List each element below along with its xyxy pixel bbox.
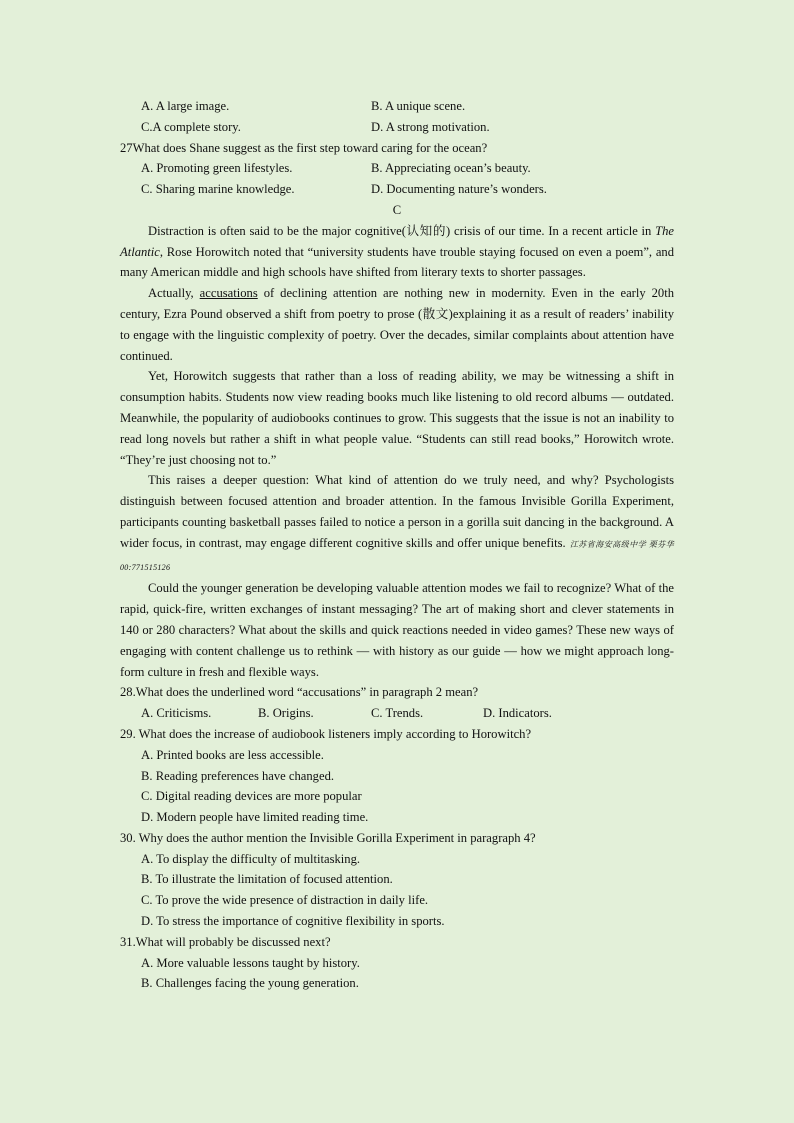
q30-option-c: C. To prove the wide presence of distraction in daily life. — [141, 893, 429, 908]
passage-paragraph-5: Could the younger generation be developing valuable attention modes we fail to recognize? What of the rapid, quick-fire, written exchanges of instant messaging? The art of making short and clever statements in 140 or 280 characters? What about the skills and quick reactions needed in video games? These new ways of engaging with content challenge us to rethink — with history as our guide — how we might approach long-form culture in fresh and flexible ways. — [120, 581, 674, 679]
q30-option-b: B. To illustrate the limitation of focused attention. — [141, 872, 393, 887]
paragraph-1-text-a: Distraction is often said to be the major cognitive(认知的) crisis of our time. In a recent article in — [148, 223, 656, 238]
passage-paragraph-1 — [120, 221, 674, 283]
passage-heading: C — [392, 202, 402, 217]
q28-option-a: A. Criticisms. — [141, 706, 212, 721]
watermark-text: 江苏省海安高级中学 栗芬华 00:771515126 — [120, 539, 674, 572]
paragraph-1-text-b: , Rose Horowitch noted that “university students have trouble staying focused on even a poem”, and many American middle and high schools have shifted from literary texts to shorter passages. — [120, 244, 674, 280]
q29-option-c: C. Digital reading devices are more popular — [141, 789, 362, 804]
paragraph-4-text: This raises a deeper question: What kind of attention do we truly need, and why? Psychologists distinguish between focused attention and broader attention. In the famous Invisible Gorilla Experiment, participants counting basketball passes failed to notice a person in a gorilla suit dancing in the background. A wider focus, in contrast, may engage different cognitive skills and offer unique benefits. — [120, 473, 674, 550]
q26-option-b: B. A unique scene. — [371, 99, 466, 113]
q28-option-b: B. Origins. — [258, 706, 314, 721]
paragraph-2-text-b: of declining attention are nothing new in modernity. Even in the early 20th century, Ezra Pound observed a shift from poetry to prose (散文)explaining it as a result of readers’ inability to engage with the linguistic complexity of poetry. Over the decades, similar complaints about attention have continued. — [120, 286, 675, 363]
paragraph-2-text-a: Actually, — [148, 286, 200, 301]
q27-option-c: C. Sharing marine knowledge. — [141, 182, 295, 197]
q26-options-row-2 — [120, 117, 674, 138]
publication-title: The Atlantic — [120, 223, 674, 259]
page-content — [120, 96, 674, 994]
q27-option-b: B. Appreciating ocean’s beauty. — [371, 161, 531, 176]
q27-option-a: A. Promoting green lifestyles. — [141, 161, 293, 176]
passage-paragraph-3: Yet, Horowitch suggests that rather than a loss of reading ability, we may be witnessing a shift in consumption habits. Students now view reading books much like listening to old record albums — outdated. Meanwhile, the popularity of audiobooks continues to grow. This suggests that the issue is not an inability to read long novels but rather a shift in what people value. “Students can still read books,” Horowitch wrote. “They’re just choosing not to.” — [120, 369, 674, 467]
q26-option-c: C.A complete story. — [141, 119, 241, 134]
q27-option-d: D. Documenting nature’s wonders. — [371, 182, 547, 197]
q28-option-d: D. Indicators. — [483, 706, 552, 721]
passage-paragraph-4 — [120, 470, 674, 578]
q28-options-row — [120, 703, 674, 724]
q26-option-a: A. A large image. — [141, 99, 230, 113]
q28-option-c: C. Trends. — [371, 706, 424, 721]
q30-stem: 30. Why does the author mention the Invisible Gorilla Experiment in paragraph 4? — [120, 830, 536, 845]
q31-option-b: B. Challenges facing the young generation. — [141, 976, 359, 991]
q31-stem: 31.What will probably be discussed next? — [120, 934, 331, 949]
q29-stem: 29. What does the increase of audiobook listeners imply according to Horowitch? — [120, 726, 532, 741]
passage-paragraph-2 — [120, 283, 674, 366]
q28-stem: 28.What does the underlined word “accusations” in paragraph 2 mean? — [120, 685, 479, 700]
underlined-word: accusations — [199, 286, 258, 301]
q27-options-row-2 — [120, 179, 674, 200]
q26-options-row-1 — [120, 96, 674, 117]
q30-option-a: A. To display the difficulty of multitasking. — [141, 851, 361, 866]
q29-option-d: D. Modern people have limited reading time. — [141, 810, 369, 825]
q31-option-a: A. More valuable lessons taught by history. — [141, 955, 360, 970]
q29-option-a: A. Printed books are less accessible. — [141, 747, 324, 762]
q27-options-row-1 — [120, 158, 674, 179]
q27-stem: 27What does Shane suggest as the first step toward caring for the ocean? — [120, 140, 488, 155]
q30-option-d: D. To stress the importance of cognitive flexibility in sports. — [141, 914, 445, 929]
q29-option-b: B. Reading preferences have changed. — [141, 768, 335, 783]
q26-option-d: D. A strong motivation. — [371, 119, 490, 134]
